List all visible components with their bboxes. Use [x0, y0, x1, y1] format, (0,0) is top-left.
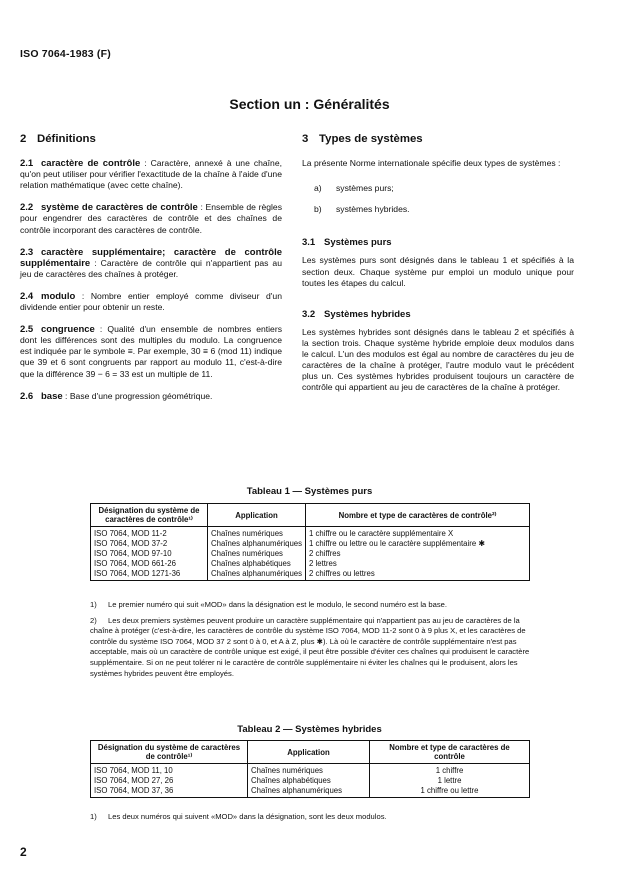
- definition-term: caractère supplémentaire; caractère de contrôle supplémentaire: [20, 246, 282, 269]
- table-cell: 1 lettre: [370, 776, 530, 786]
- definition-term: congruence: [41, 324, 95, 336]
- definition-item: [20, 247, 282, 280]
- table-header: Application: [248, 741, 370, 764]
- definition-item: [20, 158, 282, 191]
- definition-item: [20, 202, 282, 235]
- table-cell: Chaînes numériques: [248, 764, 370, 777]
- table-note: [90, 812, 530, 823]
- table-cell: 1 chiffre ou lettre ou le caractère supplémentaire ✱: [306, 539, 530, 549]
- table-cell: Chaînes alphanumériques: [208, 569, 306, 581]
- subsection-heading: 3.1 Systèmes purs: [302, 237, 392, 249]
- definition-item: [20, 391, 282, 402]
- table2: [90, 740, 530, 798]
- table-cell: 1 chiffre ou le caractère supplémentaire X: [306, 527, 530, 540]
- subsection-heading: 3.2 Systèmes hybrides: [302, 308, 411, 320]
- table-cell: ISO 7064, MOD 27, 26: [91, 776, 248, 786]
- table-cell: 1 chiffre: [370, 764, 530, 777]
- table2-notes: [90, 812, 530, 828]
- list-item: a) systèmes purs;: [314, 183, 394, 194]
- definition-term: modulo: [41, 290, 76, 302]
- definition-text: Caractère de contrôle qui n'appartient pas au jeu de caractères des chaînes à protéger.: [20, 257, 282, 279]
- table-cell: 1 chiffre ou lettre: [370, 786, 530, 798]
- table-row: [91, 539, 530, 549]
- table-note: [90, 600, 530, 611]
- table-cell: ISO 7064, MOD 11-2: [91, 527, 208, 540]
- table-cell: ISO 7064, MOD 11, 10: [91, 764, 248, 777]
- table-cell: Chaînes alphanumériques: [208, 539, 306, 549]
- definition-text: Qualité d'un ensemble de nombres entiers dont les différences sont des multiples du modulo. La congruence est indiquée par le symbole ≡. Par exemple, 30 ≡ 6 (mod 11) indique que 39 et 6 sont congruents par rapport au modulo 11, c'est-à-dire que la différence 39 − 6 = 33 est un multiple de 11.: [20, 324, 282, 379]
- section-title: Section un : Généralités: [229, 96, 390, 112]
- definition-text: Nombre entier employé comme diviseur d'un dividende entier pour obtenir un reste.: [20, 290, 282, 313]
- note-text: Les deux numéros qui suivent «MOD» dans la désignation, sont les deux modulos.: [108, 812, 387, 821]
- definition-number: 2.6: [20, 390, 34, 402]
- note-text: Les deux premiers systèmes peuvent produire un caractère supplémentaire qui n'appartient pas au jeu de caractères de la chaîne à protéger (c'est-à-dire, les caractères de contrôle du système ISO 7064, MOD 11-2 sont 0 à 9 plus X, et les caractères de contrôle du système ISO 7064, MOD 37 2 sont 0 à 0, et A à Z, plus ✱). Là où le caractère de contrôle supplémentaire n'est pas acceptable, mais où un caractère de contrôle unique est exigé, il peut être possible d'éviter ces chaînes qui produisent le caractère supplémentaire. Si on ne peut tolérer ni le caractère de contrôle supplémentaire ni éviter les chaînes qui le produisent, alors les systèmes hybrides peuvent être employés.: [90, 615, 530, 678]
- table-header: Application: [208, 504, 306, 527]
- definition-separator: :: [197, 202, 206, 213]
- definition-separator: :: [90, 257, 101, 268]
- table-cell: Chaînes numériques: [208, 527, 306, 540]
- table-row: [91, 559, 530, 569]
- definition-text: Ensemble de règles pour engendrer des caractères de contrôle et des chaînes de contrôle incorporant des caractères de contrôle.: [20, 202, 282, 235]
- definition-term: base: [41, 390, 63, 402]
- table-header: Nombre et type de caractères de contrôle²⁾: [306, 504, 530, 527]
- table-row: [91, 764, 530, 777]
- definition-number: 2.4: [20, 290, 34, 302]
- note-label: 1): [90, 812, 97, 821]
- definition-separator: :: [75, 290, 91, 301]
- page-number: 2: [20, 845, 27, 859]
- types-intro: La présente Norme internationale spécifie deux types de systèmes :: [302, 158, 561, 169]
- table1: [90, 503, 530, 581]
- table-cell: Chaînes alphabétiques: [248, 776, 370, 786]
- table-note: [90, 616, 530, 680]
- definition-text: Caractère, annexé à une chaîne, qu'on peut utiliser pour vérifier l'exactitude de la chaîne à l'aide d'une relation mathématique (avec cette chaîne).: [20, 158, 283, 191]
- table-cell: 2 lettres: [306, 559, 530, 569]
- table-row: [91, 776, 530, 786]
- table-cell: ISO 7064, MOD 37, 36: [91, 786, 248, 798]
- table-cell: Chaînes alphabétiques: [208, 559, 306, 569]
- subsection-text: Les systèmes purs sont désignés dans le tableau 1 et spécifiés à la section deux. Chaque système pur emploi un modulo unique pour toutes les étapes du calcul.: [302, 255, 574, 288]
- note-label: 1): [90, 600, 97, 609]
- definition-item: [20, 324, 282, 379]
- table-row: [91, 527, 530, 540]
- table-cell: ISO 7064, MOD 37-2: [91, 539, 208, 549]
- table-row: [91, 549, 530, 559]
- subsection-text: Les systèmes hybrides sont désignés dans le tableau 2 et spécifiés à la section trois. Chaque système hybride emploie deux modulos dans le calcul. L'un des modulos est égal au nombre de caractères du jeu de caractères de la chaîne à protéger, l'autre modulo vaut le précédent plus un. Ces systèmes hybrides produisent toujours un caractère de contrôle qui appartient au jeu de caractères de la chaîne à protéger.: [302, 326, 574, 393]
- definition-term: système de caractères de contrôle: [41, 202, 198, 214]
- types-heading: 3 Types de systèmes: [302, 133, 423, 145]
- table2-caption: Tableau 2 — Systèmes hybrides: [237, 724, 382, 735]
- definition-number: 2.5: [20, 324, 34, 336]
- definitions-heading: 2 Définitions: [20, 133, 96, 145]
- definition-separator: :: [62, 390, 70, 401]
- definition-separator: :: [140, 158, 151, 169]
- table-cell: 2 chiffres ou lettres: [306, 569, 530, 581]
- definition-text: Base d'une progression géométrique.: [69, 390, 213, 401]
- definition-item: [20, 291, 282, 313]
- table-row: [91, 569, 530, 581]
- table-header: Désignation du système de caractères de contrôle¹⁾: [91, 504, 208, 527]
- definitions-list: [20, 158, 282, 402]
- table-cell: ISO 7064, MOD 97-10: [91, 549, 208, 559]
- note-text: Le premier numéro qui suit «MOD» dans la désignation est le modulo, le second numéro est la base.: [108, 600, 447, 609]
- note-label: 2): [90, 615, 97, 625]
- table-row: [91, 786, 530, 798]
- table-cell: 2 chiffres: [306, 549, 530, 559]
- list-item: b) systèmes hybrides.: [314, 204, 410, 215]
- types-column: [302, 134, 574, 404]
- table-cell: ISO 7064, MOD 661-26: [91, 559, 208, 569]
- table-cell: Chaînes numériques: [208, 549, 306, 559]
- table-header: Désignation du système de caractères de contrôle¹⁾: [91, 741, 248, 764]
- table1-notes: [90, 600, 530, 684]
- definition-number: 2.3: [20, 246, 34, 258]
- table-cell: ISO 7064, MOD 1271-36: [91, 569, 208, 581]
- definition-term: caractère de contrôle: [41, 158, 141, 170]
- table1-caption: Tableau 1 — Systèmes purs: [246, 486, 373, 497]
- table-cell: Chaînes alphanumériques: [248, 786, 370, 798]
- definition-separator: :: [94, 324, 108, 335]
- definitions-column: [20, 134, 282, 413]
- definition-number: 2.1: [20, 158, 34, 170]
- definition-number: 2.2: [20, 202, 34, 214]
- document-reference: ISO 7064-1983 (F): [20, 48, 111, 60]
- table-header: Nombre et type de caractères de contrôle: [370, 741, 530, 764]
